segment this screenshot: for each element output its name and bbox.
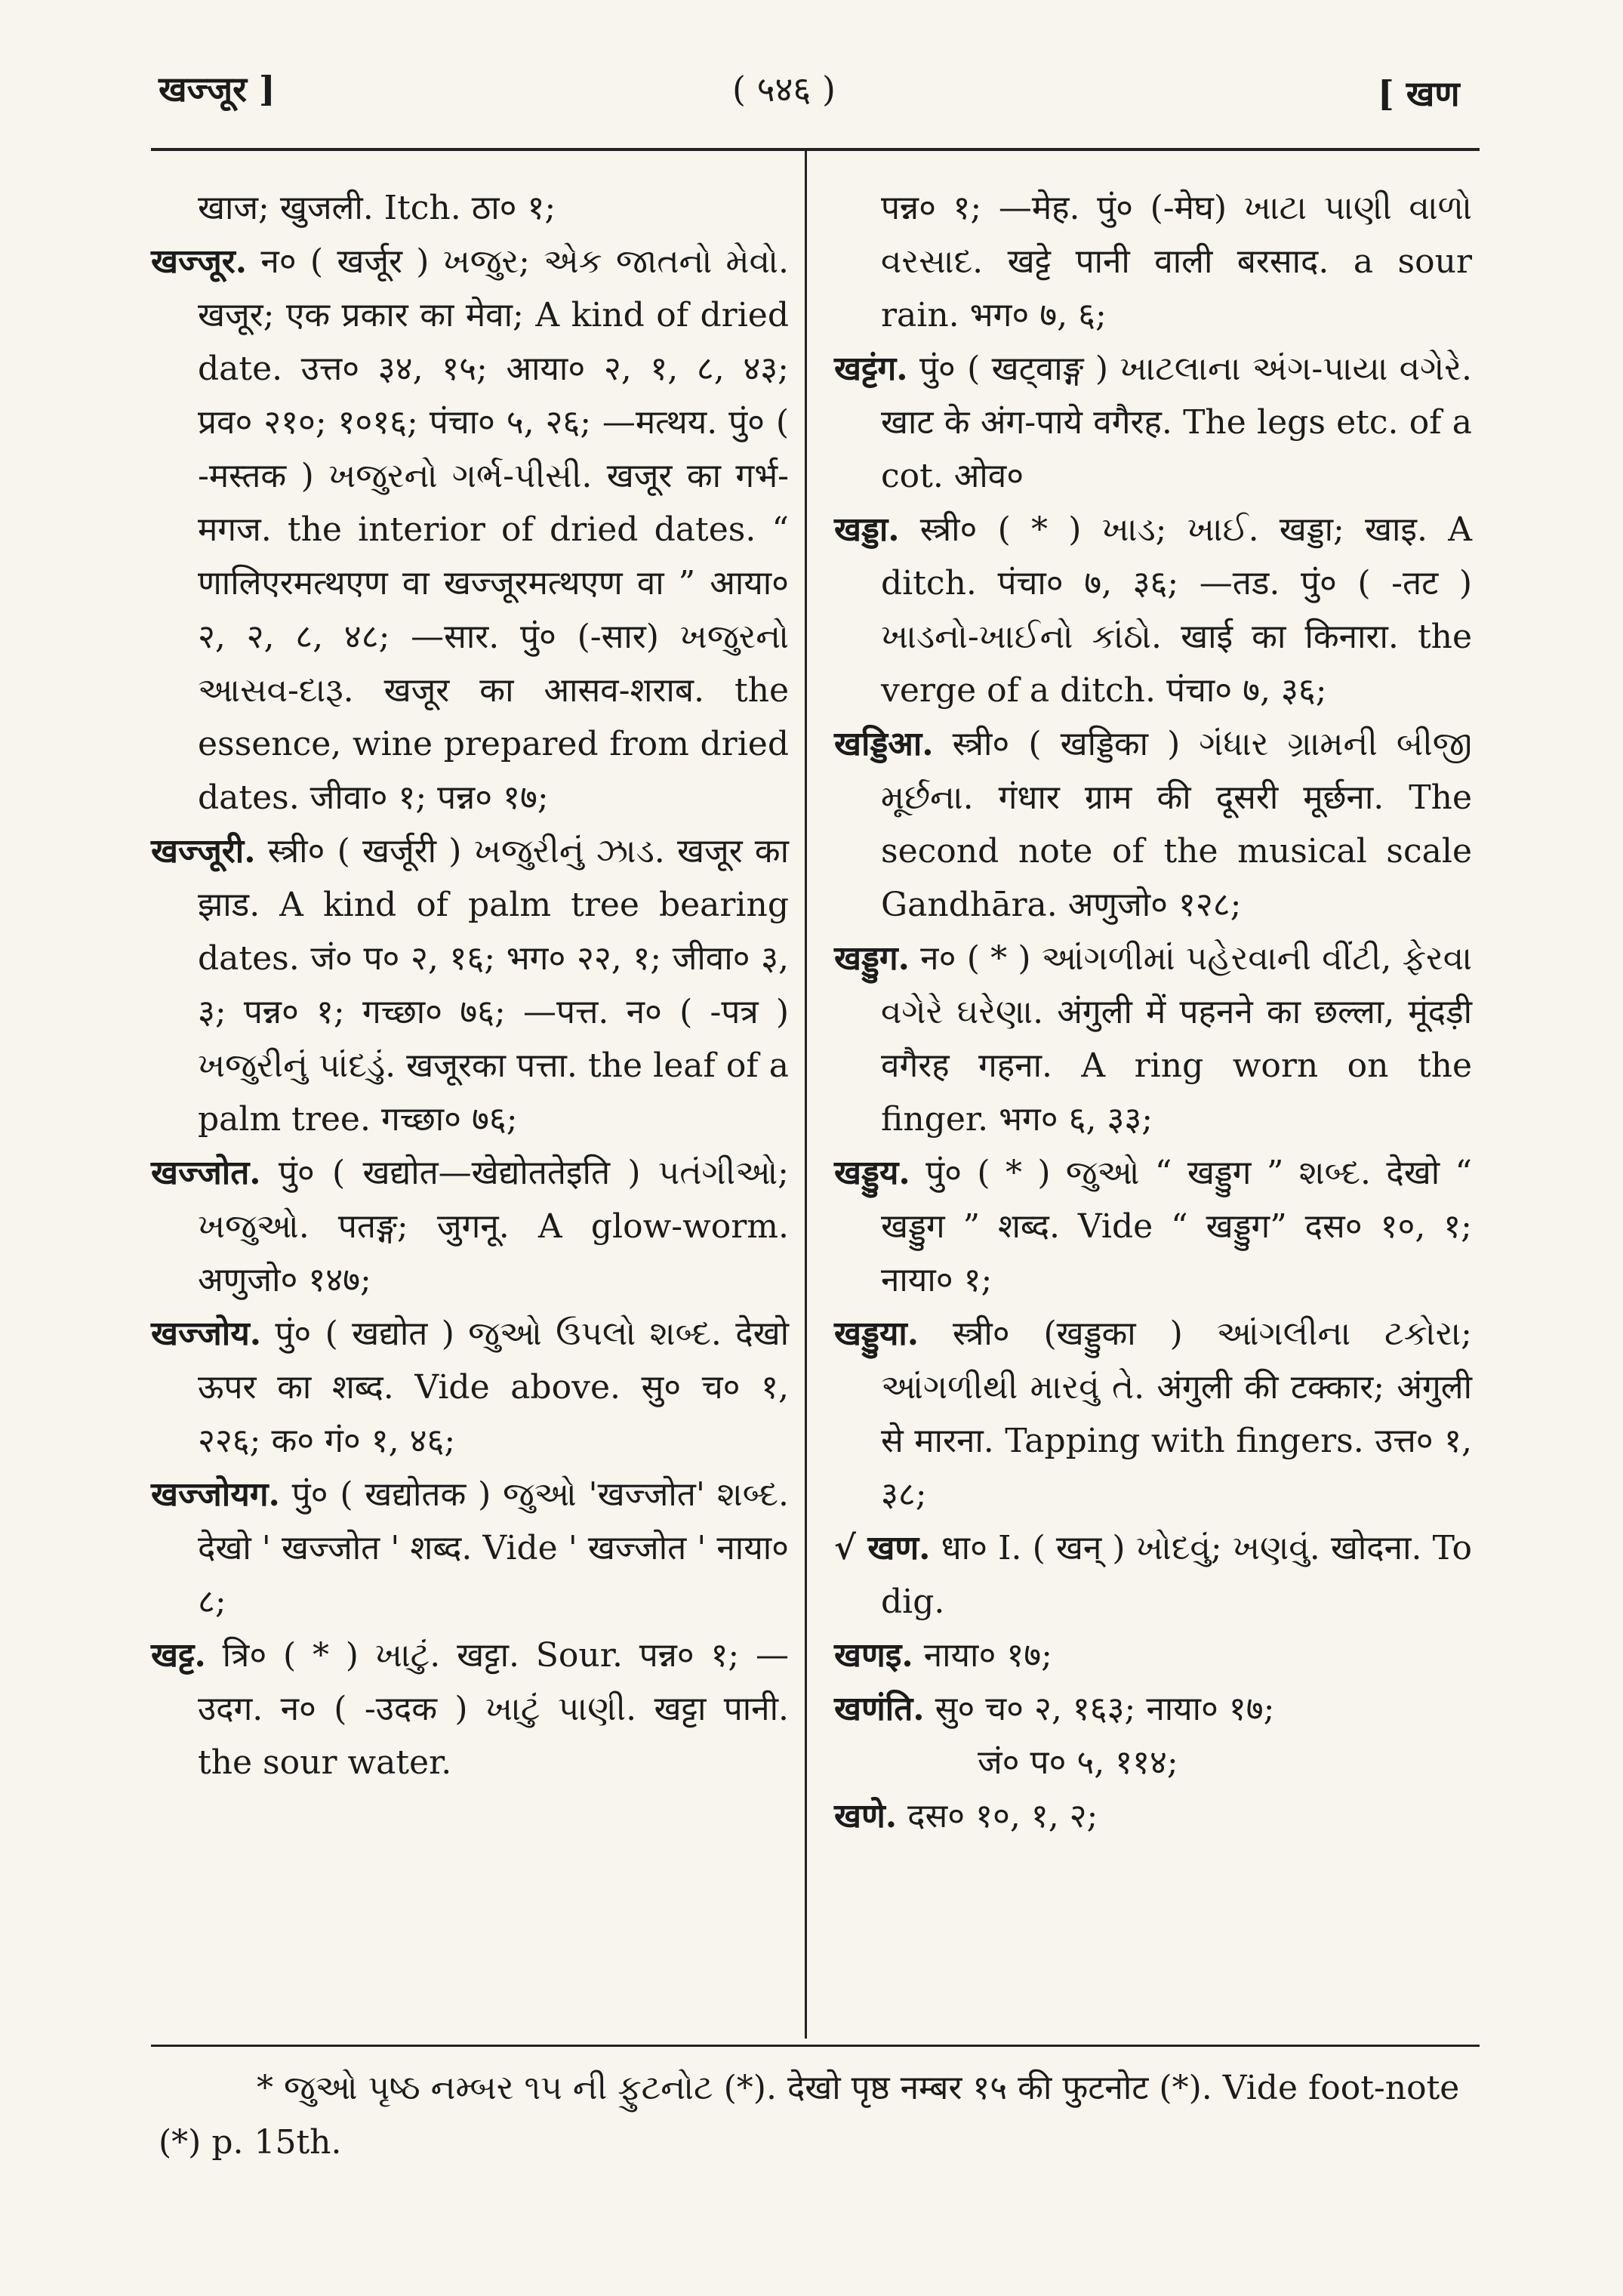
dictionary-entry: खज्जोय. पुं० ( खद्योत ) જુઓ ઉપલો શબ્દ. देखो ऊपर का शब्द. Vide above. सु० च० १, २२६; क० गं० १, ४६; — [151, 1314, 789, 1460]
dictionary-entry: खड्डुया. स्त्री० (खड्डुका ) આંગલીના ટકોરા; આંગળીથી મારવું તે. अंगुली की टक्कार; अंगुली से मारना. Tapping with fingers. उत्त० १, ३८; — [834, 1314, 1472, 1514]
dictionary-entry: खड्डुय. पुं० ( * ) જુઓ “ खड्डुग ” શબ્દ. देखो “ खड्डुग ” शब्द. Vide “ खड्डुग” दस० १०, १; नाया० १; — [834, 1154, 1472, 1299]
subentry-form: खणंति. — [834, 1690, 925, 1728]
dictionary-subentry: खणइ. नाया० १७; — [834, 1636, 1052, 1675]
entry-headword: खट्ट. — [151, 1636, 206, 1675]
header-left-guideword: खज्जूर ] — [159, 69, 276, 109]
column-separator — [805, 151, 807, 2039]
dictionary-entry: खज्जूर. न० ( खर्जूर ) ખજુર; એક જાતનો મેવો. खजूर; एक प्रकार का मेवा; A kind of dried date. उत्त० ३४, १५; आया० २, १, ८, ४३; प्रव० २१०; १०१६; पंचा० ५, २६; —मत्थय. पुं० ( -मस्तक ) ખજુરનો ગર્ભ-પીસી. खजूर का गर्भ-मगज. the interior of dried dates. “ णालिएरमत्थएण वा खज्जूरमत्थएण वा ” आया० २, २, ८, ४८; —सार. पुं० (-सार) ખજુરનો આસવ-દારૂ. खजूर का आसव-शराब. the essence, wine prepared from dried dates. जीवा० १; पन्न० १७; — [151, 242, 789, 817]
dictionary-entry: खट्ट. त्रि० ( * ) ખાટું. खट्टा. Sour. पन्न० १; —उदग. न० ( -उदक ) ખાટું પાણી. खट्टा पानी. the sour water. — [151, 1636, 789, 1782]
footnote-rule — [151, 2045, 1480, 2047]
dictionary-entry: खड्डिआ. स्त्री० ( खड्डिका ) ગંધાર ગ્રામની બીજી મૂર્છના. गंधार ग्राम की दूसरी मूर्छना. The second note of the musical scale Gandhāra. अणुजो० १२८; — [834, 725, 1472, 924]
dictionary-entry: खड्डुग. न० ( * ) આંગળીમાં પહેરવાની વીંટી, ફેરવા વગેરે ઘરેણા. अंगुली में पहनने का छल्ला, मूंदड़ी वगैरह गहना. A ring worn on the finger. भग० ६, ३३; — [834, 939, 1472, 1139]
dictionary-subentry: खणंति. सु० च० २, १६३; नाया० १७; — [834, 1690, 1275, 1728]
entry-headword: खट्टंग. — [834, 350, 908, 388]
dictionary-entry: खज्जोयग. पुं० ( खद्योतक ) જુઓ 'खज्जोत' શબ્દ. देखो ' खज्जोत ' शब्द. Vide ' खज्जोत ' नाया० ८; — [151, 1475, 789, 1621]
entry-headword: खड्डा. — [834, 510, 900, 549]
header-right-guideword: [ खण — [1378, 73, 1460, 114]
dictionary-subentry: खणे. दस० १०, १, २; — [834, 1797, 1098, 1835]
dictionary-entry: पन्न० १; —मेह. पुं० (-मेघ) ખાટા પાણી વાળો વરસાદ. खट्टे पानी वाली बरसाद. a sour rain. भग० ७, ६; — [881, 189, 1472, 334]
entry-headword: खज्जोत. — [151, 1154, 261, 1192]
entry-headword: खड्डुग. — [834, 939, 910, 978]
entry-headword: खड्डुय. — [834, 1154, 910, 1192]
entry-headword: √ खण. — [834, 1529, 931, 1567]
entry-headword: खज्जूरी. — [151, 832, 256, 871]
dictionary-entry: √ खण. धा० I. ( खन् ) ખોદવું; ખણવું. खोदना. To dig. — [834, 1529, 1472, 1621]
page-number: ( ५४६ ) — [732, 69, 836, 109]
dictionary-entry: खज्जोत. पुं० ( खद्योत—खेद्योततेइति ) પતંગીઓ; ખજુઓ. पतङ्ग; जुगनू. A glow-worm. अणुजो० १४७; — [151, 1154, 789, 1299]
dictionary-entry: खट्टंग. पुं० ( खट्वाङ्ग ) ખાટલાના અંગ-પાયા વગેરે. खाट के अंग-पाये वगैरह. The legs etc. of a cot. ओव० — [834, 350, 1472, 495]
dictionary-entry: खज्जूरी. स्त्री० ( खर्जूरी ) ખજુરીનું ઝાડ. खजूर का झाड. A kind of palm tree bearing dates. जं० प० २, १६; भग० २२, १; जीवा० ३, ३; पन्न० १; गच्छा० ७६; —पत्त. न० ( -पत्र ) ખજુરીનું પાંદડું. खजूरका पत्ता. the leaf of a palm tree. गच्छा० ७६; — [151, 832, 789, 1139]
subentry-form: खणइ. — [834, 1636, 913, 1675]
left-column — [151, 181, 789, 1789]
dictionary-subentry-continuation: जं० प० ५, ११४; — [978, 1743, 1178, 1782]
page-header — [0, 59, 1623, 127]
dictionary-entry: खाज; खुजली. Itch. ठा० १; — [198, 189, 556, 227]
entry-headword: खड्डिआ. — [834, 725, 934, 763]
right-column — [834, 181, 1472, 1843]
entry-headword: खज्जोयग. — [151, 1475, 280, 1514]
dictionary-entry: खड्डा. स्त्री० ( * ) ખાડ; ખાઈ. खड्डा; खाइ. A ditch. पंचा० ७, ३६; —तड. पुं० ( -तट ) ખાડનો-ખાઈનો કાંઠો. खाई का किनारा. the verge of a ditch. पंचा० ७, ३६; — [834, 510, 1472, 710]
entry-headword: खज्जोय. — [151, 1314, 262, 1353]
entry-headword: खड्डुया. — [834, 1314, 919, 1353]
subentry-form: खणे. — [834, 1797, 898, 1835]
footnote: * જુઓ પૃષ્ઠ નમ્બર ૧૫ ની ફુટનોટ (*). देखो पृष्ठ नम्बर १५ की फुटनोट (*). Vide foot-note (*) p. 15th. — [159, 2069, 1460, 2162]
entry-headword: खज्जूर. — [151, 242, 248, 281]
header-rule — [151, 148, 1480, 151]
